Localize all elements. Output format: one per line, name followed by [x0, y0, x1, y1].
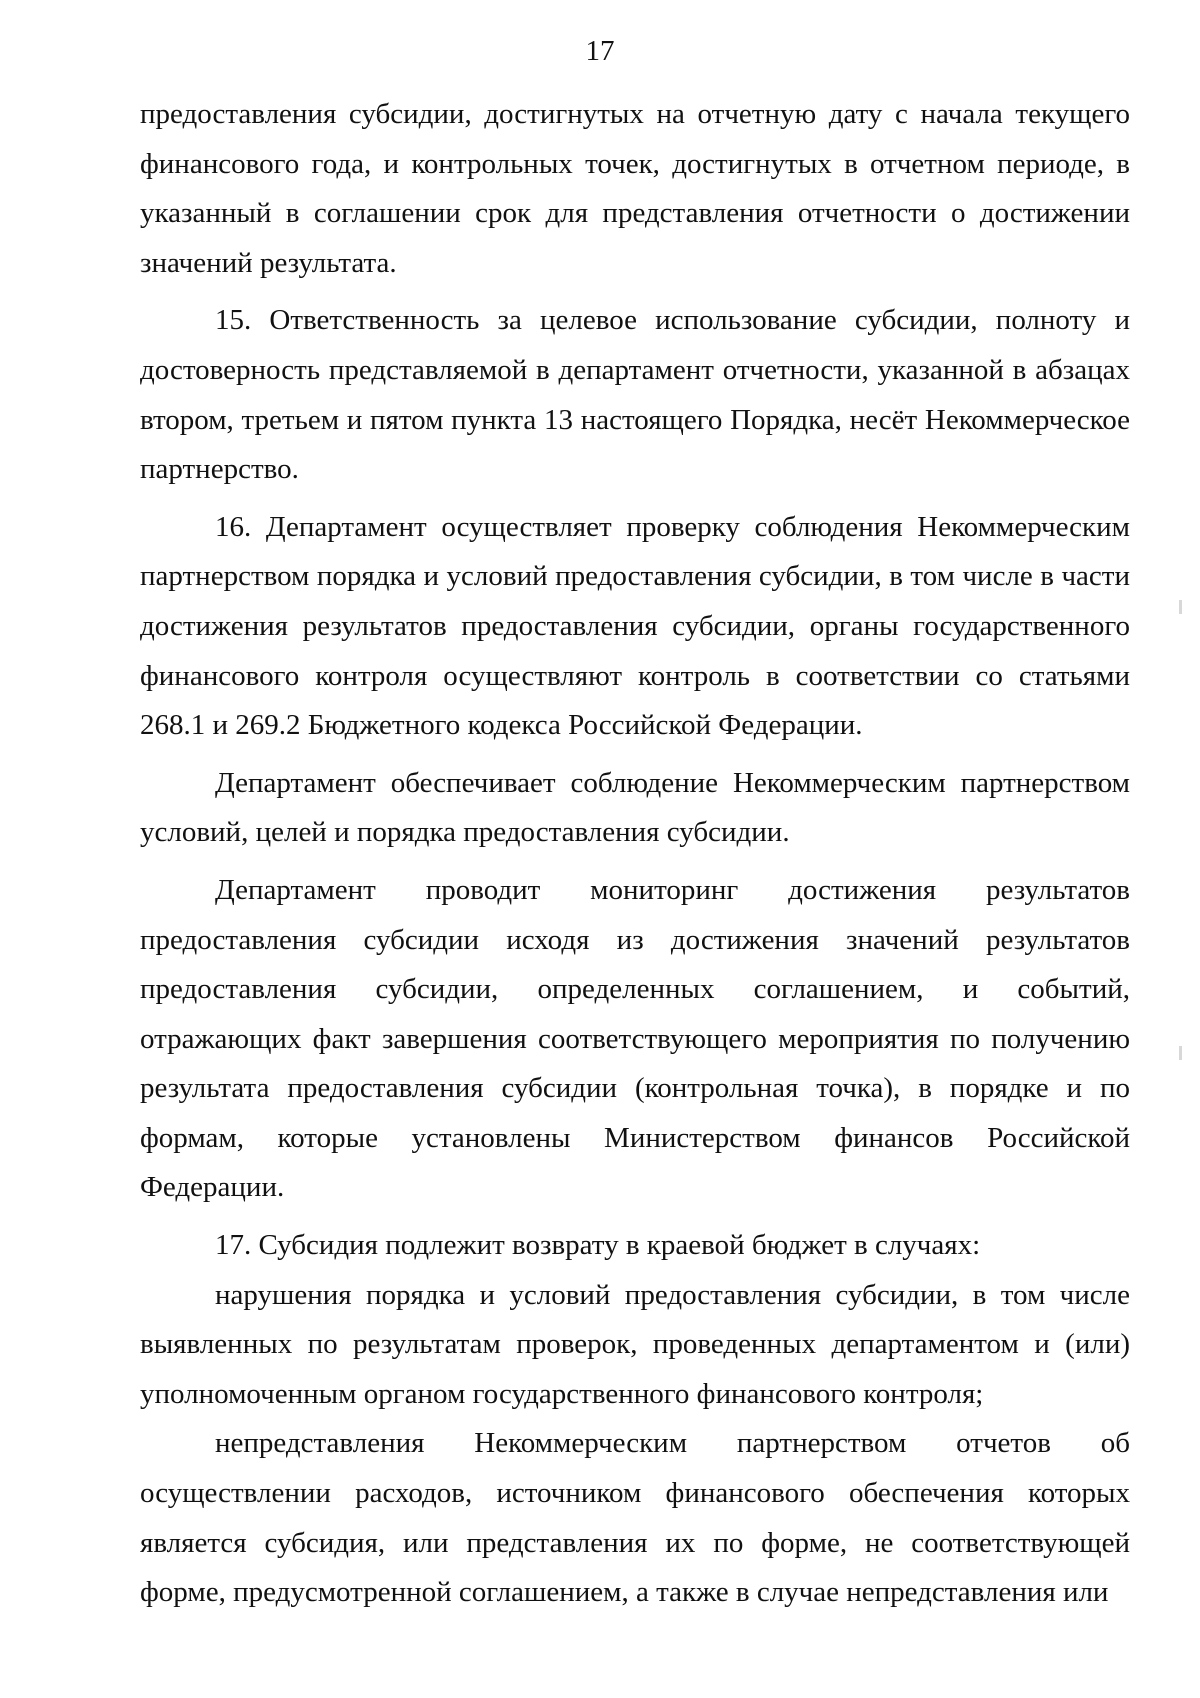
paragraph-department-monitoring: Департамент проводит мониторинг достижения результатов предоставления субсидии исходя из достижения значений результатов предоставления субсидии, определенных соглашением, и событий, отражающих факт завершения соответствующего мероприятия по получению результата предоставления субсидии (контрольная точка), в порядке и по формам, которые установлены Министерством финансов Российской Федерации.	[140, 873, 1130, 1204]
paragraph-nonsubmission-case: непредставления Некоммерческим партнерством отчетов об осуществлении расходов, источником финансового обеспечения которых является субсидия, или представления их по форме, не соответствующей форме, предусмотренной соглашением, а также в случае непредставления или	[140, 1427, 1130, 1609]
scan-edge-mark	[1179, 600, 1182, 614]
paragraph-continuation: предоставления субсидии, достигнутых на отчетную дату с начала текущего финансового года, и контрольных точек, достигнутых в отчетном периоде, в указанный в соглашении срок для представления отчетности о достижении значений результата.	[140, 98, 1130, 279]
paragraph-item-16: 16. Департамент осуществляет проверку соблюдения Некоммерческим партнерством порядка и условий предоставления субсидии, в том числе в части достижения результатов предоставления субсидии, органы государственного финансового контроля осуществляют контроль в соответствии со статьями 268.1 и 269.2 Бюджетного кодекса Российской Федерации.	[140, 510, 1130, 742]
paragraph-item-15: 15. Ответственность за целевое использование субсидии, полноту и достоверность представляемой в департамент отчетности, указанной в абзацах втором, третьем и пятом пункта 13 настоящего Порядка, несёт Некоммерческое партнерство.	[140, 304, 1130, 486]
document-body	[140, 90, 1130, 1618]
scan-edge-mark	[1179, 1046, 1182, 1060]
paragraph-department-compliance: Департамент обеспечивает соблюдение Некоммерческим партнерством условий, целей и порядка предоставления субсидии.	[140, 766, 1130, 849]
page-number: 17	[585, 35, 615, 67]
paragraph-item-17: 17. Субсидия подлежит возврату в краевой бюджет в случаях:	[215, 1229, 981, 1262]
paragraph-violation-case: нарушения порядка и условий предоставления субсидии, в том числе выявленных по результатам проверок, проведенных департаментом и (или) уполномоченным органом государственного финансового контроля;	[140, 1278, 1130, 1410]
